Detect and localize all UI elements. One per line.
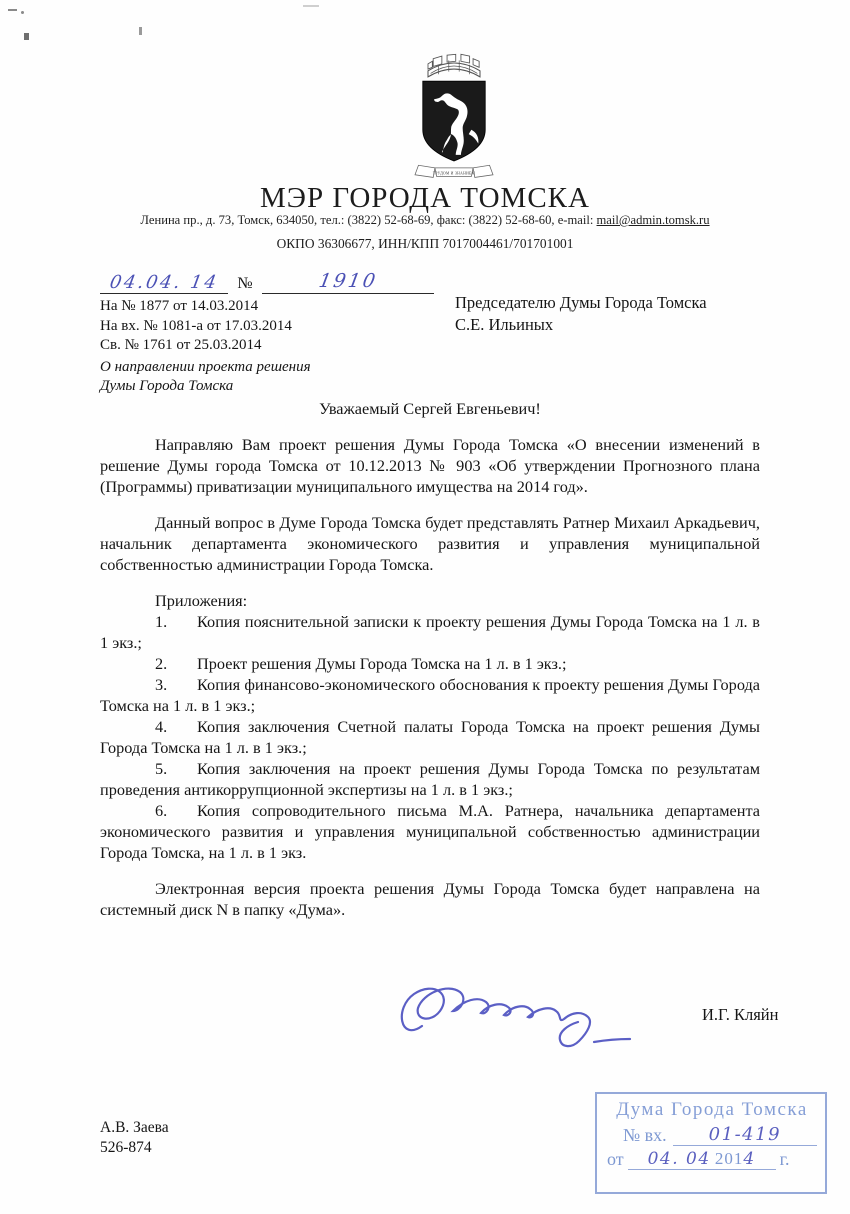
signer-name: И.Г. Кляйн bbox=[702, 1005, 779, 1024]
scan-artifact bbox=[8, 9, 17, 11]
attachment-number: 5. bbox=[155, 759, 168, 778]
paragraph-1: Направляю Вам проект решения Думы Города Томска «О внесении изменений в решение Думы города Томска от 10.12.2013 № 903 «Об утверждении Прогнозного плана (Программы) приватизации муниципального имущества на 2014 год». bbox=[100, 435, 760, 496]
letter-body bbox=[100, 398, 760, 920]
shield-icon bbox=[423, 81, 485, 161]
attachment-text: Копия сопроводительного письма М.А. Ратнера, начальника департамента экономического развития и управления муниципальной собственностью администрации Города Томска, на 1 л. в 1 экз. bbox=[100, 801, 760, 862]
signature-ink-icon bbox=[388, 968, 668, 1068]
scan-artifact bbox=[303, 5, 319, 7]
stamp-incoming-row bbox=[607, 1124, 817, 1146]
attachment-number: 3. bbox=[155, 675, 168, 694]
org-address-text: Ленина пр., д. 73, Томск, 634050, тел.: (3822) 52-68-69, факс: (3822) 52-68-60, e-mail: bbox=[140, 213, 597, 227]
subject-lines bbox=[100, 358, 440, 397]
closing-paragraph: Электронная версия проекта решения Думы Города Томска будет направлена на системный диск N в папку «Дума». bbox=[100, 879, 760, 919]
attachment-item bbox=[100, 611, 760, 653]
attachments-label: Приложения: bbox=[155, 591, 248, 610]
scan-artifact bbox=[139, 27, 142, 35]
org-email: mail@admin.tomsk.ru bbox=[596, 213, 710, 227]
attachment-number: 4. bbox=[155, 717, 168, 736]
reference-lines bbox=[100, 297, 440, 356]
outgoing-date-line bbox=[100, 268, 440, 294]
attachment-text: Копия финансово-экономического обоснования к проекту решения Думы Города Томска на 1 л. в 1 экз.; bbox=[100, 675, 760, 715]
salutation: Уважаемый Сергей Евгеньевич! bbox=[319, 399, 541, 418]
attachment-item bbox=[100, 716, 760, 758]
motto-ribbon-icon bbox=[415, 165, 493, 177]
attachment-item bbox=[100, 674, 760, 716]
executor-phone: 526-874 bbox=[100, 1139, 152, 1156]
attachment-number: 2. bbox=[155, 654, 168, 673]
subject-line: Думы Города Томска bbox=[100, 378, 234, 394]
stamp-year-printed: 201 bbox=[714, 1149, 744, 1168]
scan-artifact bbox=[21, 11, 24, 14]
stamp-date-field bbox=[628, 1149, 776, 1170]
reference-line: На вх. № 1081-а от 17.03.2014 bbox=[100, 317, 292, 334]
attachment-item bbox=[100, 653, 760, 674]
stamp-year-handwritten: 4 bbox=[743, 1149, 756, 1169]
attachment-text: Копия заключения Счетной палаты Города Томска на проект решения Думы Города Томска на 1 л. в 1 экз.; bbox=[100, 717, 760, 757]
attachment-item bbox=[100, 758, 760, 800]
stamp-year-suffix: г. bbox=[779, 1149, 790, 1169]
outgoing-number-handwritten: 1910 bbox=[262, 270, 434, 294]
addressee-title: Председателю Думы Города Томска bbox=[455, 293, 707, 312]
crest-motto-text: ТРУДОМ И ЗНАНИЕМ bbox=[432, 171, 476, 176]
org-title: МЭР ГОРОДА ТОМСКА bbox=[260, 182, 590, 214]
executor-block bbox=[100, 1118, 169, 1158]
subject-line: О направлении проекта решения bbox=[100, 358, 311, 375]
org-address bbox=[0, 213, 850, 228]
attachment-item bbox=[100, 800, 760, 863]
stamp-date-row bbox=[607, 1149, 817, 1170]
attachment-number: 1. bbox=[155, 612, 168, 631]
stamp-incoming-number-field bbox=[673, 1124, 817, 1146]
reference-line: На № 1877 от 14.03.2014 bbox=[100, 298, 259, 314]
reference-block bbox=[100, 268, 440, 397]
scan-artifact bbox=[24, 33, 29, 40]
stamp-incoming-label: № вх. bbox=[623, 1125, 667, 1145]
org-codes: ОКПО 36306677, ИНН/КПП 7017004461/701701001 bbox=[276, 236, 574, 251]
attachment-text: Проект решения Думы Города Томска на 1 л. в 1 экз.; bbox=[197, 654, 567, 673]
number-sign: № bbox=[237, 275, 253, 292]
executor-name: А.В. Заева bbox=[100, 1119, 169, 1136]
tomsk-coat-of-arms bbox=[398, 50, 510, 185]
attachment-number: 6. bbox=[155, 801, 168, 820]
stamp-date-handwritten: 04. 04 bbox=[647, 1149, 711, 1169]
attachment-text: Копия заключения на проект решения Думы Города Томска по результатам проведения антикоррупционной экспертизы на 1 л. в 1 экз.; bbox=[100, 759, 760, 799]
paragraph-2: Данный вопрос в Думе Города Томска будет представлять Ратнер Михаил Аркадьевич, начальник департамента экономического развития и управления муниципальной собственностью администрации Города Томска. bbox=[100, 513, 760, 574]
stamp-title: Дума Города Томска bbox=[616, 1099, 808, 1120]
addressee-name: С.Е. Ильиных bbox=[455, 315, 554, 334]
outgoing-date-handwritten: 04.04. 14 bbox=[100, 272, 228, 294]
reference-line: Св. № 1761 от 25.03.2014 bbox=[100, 337, 262, 353]
mural-crown-icon bbox=[428, 54, 480, 77]
attachment-text: Копия пояснительной записки к проекту решения Думы Города Томска на 1 л. в 1 экз.; bbox=[100, 612, 760, 652]
incoming-stamp bbox=[595, 1092, 827, 1194]
addressee-block bbox=[455, 292, 785, 336]
stamp-incoming-number: 01-419 bbox=[708, 1124, 782, 1145]
stamp-date-label: от bbox=[607, 1149, 624, 1169]
